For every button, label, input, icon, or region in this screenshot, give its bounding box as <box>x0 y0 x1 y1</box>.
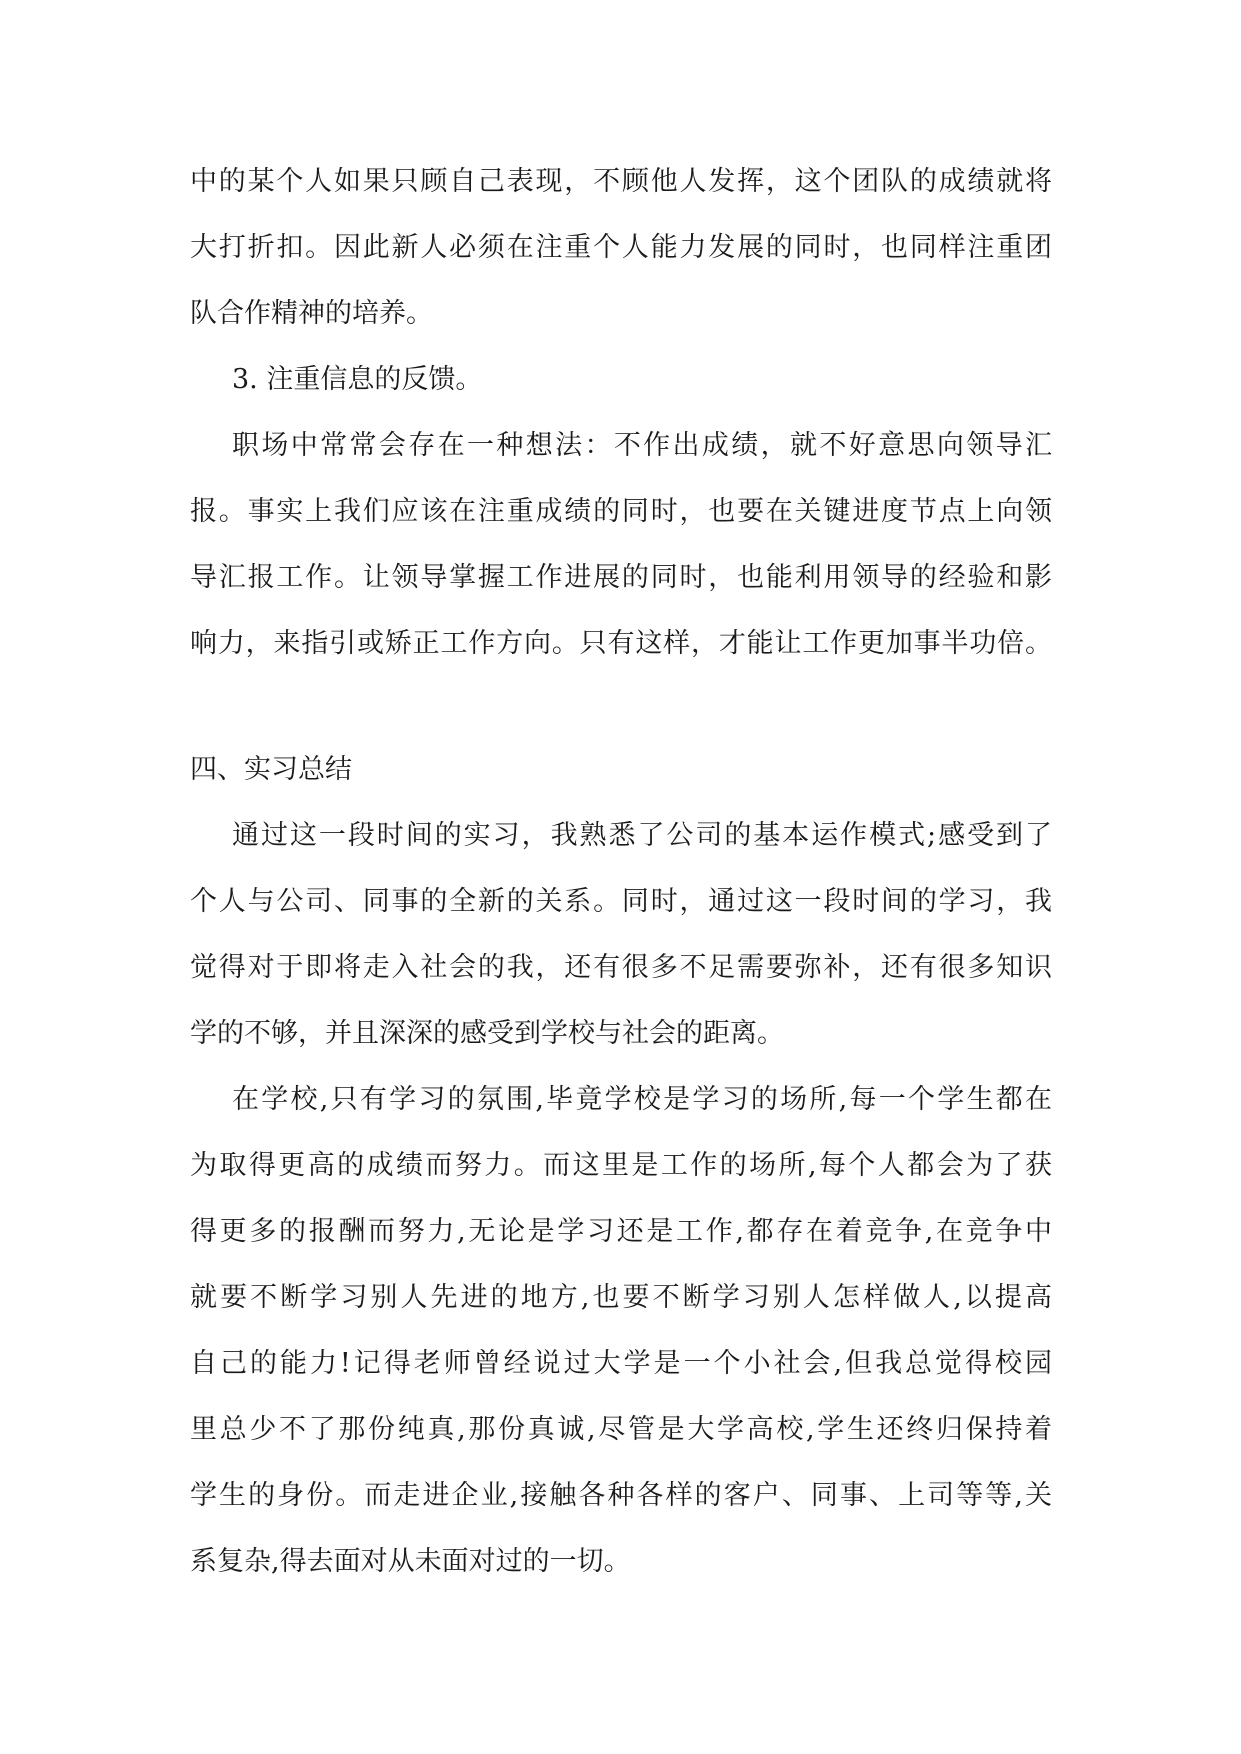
body-text-line: 中的某个人如果只顾自己表现，不顾他人发挥，这个团队的成绩就将 <box>190 166 1052 197</box>
body-text-line: 报。事实上我们应该在注重成绩的同时，也要在关键进度节点上向领 <box>190 496 1052 527</box>
body-text-line: 为取得更高的成绩而努力。而这里是工作的场所,每个人都会为了获 <box>190 1150 1052 1181</box>
body-text-line: 个人与公司、同事的全新的关系。同时，通过这一段时间的学习，我 <box>190 886 1052 917</box>
body-text-line: 导汇报工作。让领导掌握工作进展的同时，也能利用领导的经验和影 <box>190 562 1052 593</box>
paragraph-first-line: 职场中常常会存在一种想法：不作出成绩，就不好意思向领导汇 <box>232 430 1052 461</box>
body-text-line: 学的不够，并且深深的感受到学校与社会的距离。 <box>190 1018 784 1049</box>
body-text-line: 队合作精神的培养。 <box>190 298 433 329</box>
body-text-line: 觉得对于即将走入社会的我，还有很多不足需要弥补，还有很多知识 <box>190 952 1052 983</box>
numbered-heading: 3. 注重信息的反馈。 <box>232 364 483 395</box>
paragraph-first-line: 通过这一段时间的实习，我熟悉了公司的基本运作模式;感受到了 <box>232 820 1052 851</box>
body-text-line: 就要不断学习别人先进的地方,也要不断学习别人怎样做人,以提高 <box>190 1282 1052 1313</box>
body-text-line: 响力，来指引或矫正工作方向。只有这样，才能让工作更加事半功倍。 <box>190 628 1052 659</box>
section-heading: 四、实习总结 <box>190 754 352 785</box>
paragraph-first-line: 在学校,只有学习的氛围,毕竟学校是学习的场所,每一个学生都在 <box>232 1084 1052 1115</box>
body-text-line: 里总少不了那份纯真,那份真诚,尽管是大学高校,学生还终归保持着 <box>190 1414 1052 1445</box>
body-text-line: 自己的能力!记得老师曾经说过大学是一个小社会,但我总觉得校园 <box>190 1348 1052 1379</box>
body-text-line: 大打折扣。因此新人必须在注重个人能力发展的同时，也同样注重团 <box>190 232 1052 263</box>
body-text-line: 得更多的报酬而努力,无论是学习还是工作,都存在着竞争,在竞争中 <box>190 1216 1052 1247</box>
body-text-line: 系复杂,得去面对从未面对过的一切。 <box>190 1546 631 1577</box>
body-text-line: 学生的身份。而走进企业,接触各种各样的客户、同事、上司等等,关 <box>190 1480 1052 1511</box>
